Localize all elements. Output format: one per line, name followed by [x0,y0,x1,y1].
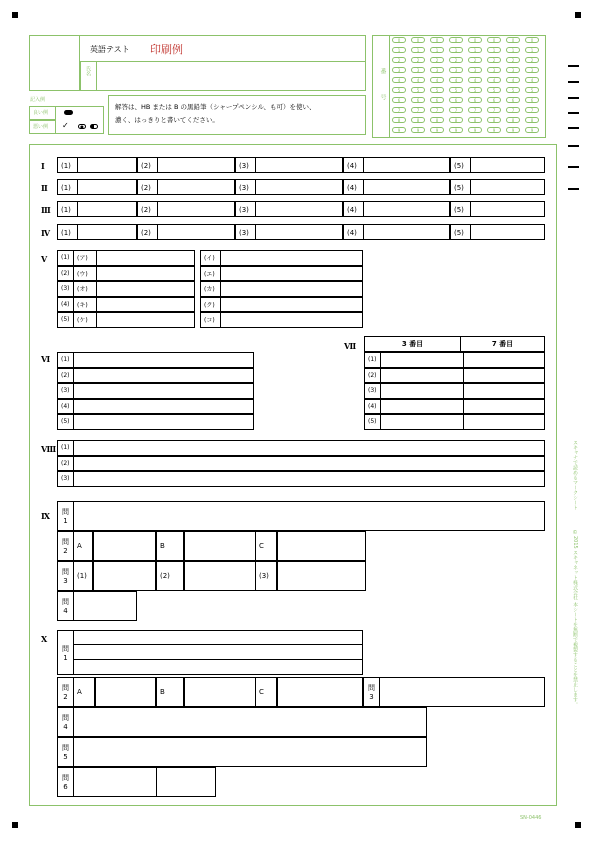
number-bubble[interactable]: 9 [506,127,520,133]
number-bubble[interactable]: 3 [506,67,520,73]
number-bubble[interactable]: 4 [525,77,539,83]
s6-answer-2[interactable] [73,368,254,384]
answer-number: (2) [141,158,158,172]
answer-number: (5) [454,202,471,216]
answer-number: (4) [347,225,364,239]
s10-q2-num: 2 [63,693,68,701]
s10-q1-mon: 問 [62,644,69,653]
student-number-bubbles[interactable] [392,37,544,137]
s9-q3-label [57,561,74,591]
s1-answer-4[interactable] [343,157,450,173]
s5-kana-10[interactable]: (コ) [200,312,363,328]
number-bubble[interactable]: 5 [487,87,501,93]
s5-kana-7[interactable]: (キ) [73,297,195,313]
answer-number: (3) [239,202,256,216]
s4-answer-2[interactable] [137,224,235,240]
s5-kana-3[interactable]: (ウ) [73,266,195,282]
s10-q6-answer-a[interactable] [73,767,157,797]
s9-q3-answer-1[interactable] [184,561,256,591]
s9-q1-answer[interactable] [75,502,544,530]
number-bubble[interactable]: 9 [449,127,463,133]
s10-q2-answer-0[interactable] [95,677,156,707]
number-bubble[interactable]: 2 [430,57,444,63]
answer-number: (1) [61,158,78,172]
timing-mark [568,188,579,190]
s5-divider-b [220,281,221,297]
s6-answer-1[interactable] [73,352,254,368]
s2-answer-2[interactable] [137,179,235,195]
s10-q2-answer-2[interactable] [277,677,363,707]
s10-q3-answer[interactable] [379,677,545,707]
number-bubble[interactable]: 2 [506,57,520,63]
s9-q1-num: 1 [63,517,68,525]
section-4-label: Ⅳ [41,228,51,238]
s5-num-2: (2) [57,266,74,282]
s9-q3-answer-2[interactable] [277,561,366,591]
number-bubble[interactable]: 6 [411,97,425,103]
answer-number: (4) [347,202,364,216]
answer-number: (2) [141,202,158,216]
timing-mark [568,65,579,67]
number-bubble[interactable]: 2 [487,57,501,63]
s3-answer-1[interactable] [57,201,137,217]
s10-q2-label [57,677,74,707]
number-bubble[interactable]: 2 [525,57,539,63]
s1-answer-3[interactable] [235,157,343,173]
s9-q4-answer[interactable] [73,591,137,621]
s9-q2-label-0: A [73,531,93,561]
s9-q3-label-1: (2) [156,561,184,591]
s9-q2-num: 2 [63,547,68,555]
answer-number: (3) [239,225,256,239]
number-bubble[interactable]: 7 [525,107,539,113]
s9-q3-num: 3 [63,577,68,585]
number-bubble[interactable]: 4 [449,77,463,83]
s9-q1-label [57,501,74,531]
s5-kana-6[interactable]: (カ) [200,281,363,297]
s7-header-3rd [364,336,461,352]
number-bubble[interactable]: 2 [468,57,482,63]
s3-answer-5[interactable] [450,201,545,217]
number-bubble[interactable]: 9 [487,127,501,133]
number-bubble[interactable]: 0 [525,37,539,43]
s10-q5-answer[interactable] [73,737,427,767]
s4-answer-3[interactable] [235,224,343,240]
s10-q3-label [363,677,380,707]
s7-num-4: (4) [364,399,381,415]
number-bubble[interactable]: 1 [449,47,463,53]
number-bubble[interactable]: 5 [506,87,520,93]
s8-answer-1[interactable] [73,440,545,456]
instruction-line-2: 濃く、はっきりと書いてください。 [115,116,219,124]
s5-divider-b [220,297,221,313]
section-10-label: Ⅹ [41,634,48,644]
s7-answer-7th-4[interactable] [463,399,545,415]
s1-answer-1[interactable] [57,157,137,173]
s9-q3-label-2: (3) [255,561,277,591]
number-bubble[interactable]: 3 [525,67,539,73]
s9-q1-mon: 問 [62,508,69,516]
section-8-label: Ⅷ [41,444,57,454]
number-bubble[interactable]: 4 [506,77,520,83]
timing-mark [568,145,579,147]
number-bubble[interactable]: 3 [449,67,463,73]
number-bubble[interactable]: 6 [525,97,539,103]
s4-answer-5[interactable] [450,224,545,240]
s7-answer-3rd-5[interactable] [380,414,464,430]
s6-num-1: (1) [57,352,74,368]
number-label-2: 号 [379,94,386,100]
s5-kana-9[interactable]: (ケ) [73,312,195,328]
s10-q1-line-3[interactable] [74,660,363,675]
number-bubble[interactable]: 0 [411,37,425,43]
number-bubble[interactable]: 2 [411,57,425,63]
number-bubble[interactable]: 6 [506,97,520,103]
header-left-blank [29,35,80,91]
s10-q1-line-1[interactable] [74,630,363,645]
fill-example-label: 記入例 [30,97,46,103]
s5-divider-a [96,266,97,282]
s7-answer-7th-1[interactable] [463,352,545,368]
s7-num-3: (3) [364,383,381,399]
number-bubble[interactable]: 1 [468,47,482,53]
number-bubble[interactable]: 5 [430,87,444,93]
number-bubble[interactable]: 0 [392,37,406,43]
number-bubble[interactable]: 5 [411,87,425,93]
s10-q6-mon: 問 [62,774,69,782]
section-3-label: Ⅲ [41,205,51,215]
s10-q4-answer[interactable] [73,707,427,737]
s5-divider-b [220,266,221,282]
number-bubble[interactable]: 7 [487,107,501,113]
s5-divider-a [96,297,97,313]
s10-q6-answer-b[interactable] [156,767,216,797]
answer-number: (2) [141,180,158,194]
s10-q3-num: 3 [369,693,374,701]
number-bubble[interactable]: 6 [430,97,444,103]
number-bubble[interactable]: 1 [430,47,444,53]
s9-q2-label [57,531,74,561]
number-bubble[interactable]: 3 [430,67,444,73]
s10-q1-num: 1 [63,653,68,662]
number-bubble[interactable]: 8 [430,117,444,123]
s7-answer-3rd-3[interactable] [380,383,464,399]
s10-q2-label-0: A [73,677,95,707]
s8-num-1: (1) [57,440,74,456]
s2-answer-1[interactable] [57,179,137,195]
s5-kana-1[interactable]: (ア) [73,250,195,266]
s3-answer-4[interactable] [343,201,450,217]
s9-q2-answer-2[interactable] [277,531,366,561]
s6-num-5: (5) [57,414,74,430]
corner-mark-bl [12,822,18,828]
name-label: 氏名 [85,66,91,76]
number-bubble[interactable]: 4 [411,77,425,83]
s6-num-4: (4) [57,399,74,415]
number-bubble[interactable]: 7 [449,107,463,113]
timing-mark [568,97,579,99]
s10-q6-num: 6 [63,783,68,791]
answer-number: (1) [61,180,78,194]
timing-mark [568,166,579,168]
s6-answer-3[interactable] [73,383,254,399]
s9-q4-mon: 問 [62,598,69,606]
section-1-label: Ⅰ [41,161,45,171]
s5-divider-a [96,250,97,266]
fill-example-bad: 悪い例 [33,124,49,130]
number-bubble[interactable]: 6 [449,97,463,103]
number-bubble[interactable]: 1 [392,47,406,53]
s7-answer-3rd-2[interactable] [380,368,464,384]
s9-q2-answer-1[interactable] [184,531,256,561]
answer-number: (3) [239,180,256,194]
s10-q6-label [57,767,74,797]
number-bubble[interactable]: 9 [411,127,425,133]
number-bubble[interactable]: 6 [487,97,501,103]
s3-answer-3[interactable] [235,201,343,217]
number-bubble[interactable]: 1 [506,47,520,53]
s2-answer-4[interactable] [343,179,450,195]
s7-header-3rd-text: 3 番目 [401,340,424,348]
number-bubble[interactable]: 1 [411,47,425,53]
answer-number: (4) [347,180,364,194]
number-bubble[interactable]: 3 [468,67,482,73]
answer-number: (5) [454,180,471,194]
number-bubble[interactable]: 7 [411,107,425,113]
s5-kana-4[interactable]: (エ) [200,266,363,282]
number-bubble[interactable]: 8 [487,117,501,123]
s4-answer-4[interactable] [343,224,450,240]
number-bubble[interactable]: 7 [468,107,482,113]
instruction-line-1: 解答は、HB または B の黒鉛筆（シャープペンシル、も可）を使い、 [115,103,316,111]
s10-q4-label [57,707,74,737]
checkmark-icon: ✓ [62,121,69,130]
number-bubble[interactable]: 0 [506,37,520,43]
s9-q4-label [57,591,74,621]
print-sample-stamp: 印刷例 [150,43,183,56]
number-bubble[interactable]: 4 [392,77,406,83]
side-text-bottom: ©2015 スキャネット株式会社 本シートを無断で複製することを禁止します。 [572,530,578,707]
s7-answer-3rd-4[interactable] [380,399,464,415]
s7-answer-7th-2[interactable] [463,368,545,384]
number-bubble[interactable]: 5 [392,87,406,93]
number-bubble[interactable]: 3 [487,67,501,73]
s10-q4-mon: 問 [62,714,69,722]
number-bubble[interactable]: 0 [449,37,463,43]
s2-answer-3[interactable] [235,179,343,195]
s10-q2-mon: 問 [62,684,69,692]
number-bubble[interactable]: 4 [430,77,444,83]
number-bubble[interactable]: 4 [487,77,501,83]
answer-number: (2) [141,225,158,239]
s10-q4-num: 4 [63,723,68,731]
s5-num-4: (4) [57,297,74,313]
s6-answer-4[interactable] [73,399,254,415]
timing-mark [568,127,579,129]
number-bubble[interactable]: 9 [468,127,482,133]
s8-answer-3[interactable] [73,471,545,487]
timing-mark [568,112,579,114]
s10-q3-mon: 問 [368,684,375,692]
fill-example-good: 良い例 [33,110,49,116]
number-bubble[interactable]: 8 [411,117,425,123]
s9-q2-label-2: C [255,531,277,561]
answer-number: (1) [61,202,78,216]
number-bubble[interactable]: 8 [468,117,482,123]
s6-num-3: (3) [57,383,74,399]
number-bubble[interactable]: 5 [525,87,539,93]
s2-answer-5[interactable] [450,179,545,195]
student-number-label-cell [372,35,390,138]
s7-header-7th [460,336,545,352]
number-bubble[interactable]: 0 [430,37,444,43]
s8-num-3: (3) [57,471,74,487]
number-bubble[interactable]: 3 [411,67,425,73]
s5-kana-8[interactable]: (ク) [200,297,363,313]
s1-answer-2[interactable] [137,157,235,173]
answer-number: (3) [239,158,256,172]
number-bubble[interactable]: 6 [468,97,482,103]
s9-q3-mon: 問 [62,568,69,576]
number-bubble[interactable]: 0 [487,37,501,43]
number-bubble[interactable]: 7 [506,107,520,113]
s10-q2-label-2: C [255,677,277,707]
number-bubble[interactable]: 0 [468,37,482,43]
number-bubble[interactable]: 1 [525,47,539,53]
number-bubble[interactable]: 3 [392,67,406,73]
name-field[interactable] [98,62,364,90]
s7-answer-7th-3[interactable] [463,383,545,399]
s10-q5-label [57,737,74,767]
s5-num-1: (1) [57,250,74,266]
section-7-label: Ⅶ [344,341,357,351]
side-text-top: スキャナで読めるマークシート [572,440,578,510]
s6-num-2: (2) [57,368,74,384]
answer-number: (5) [454,225,471,239]
number-bubble[interactable]: 2 [392,57,406,63]
number-bubble[interactable]: 8 [506,117,520,123]
number-bubble[interactable]: 8 [449,117,463,123]
s1-answer-5[interactable] [450,157,545,173]
footer-code: SN-0446 [520,815,542,821]
number-bubble[interactable]: 7 [392,107,406,113]
s7-answer-3rd-1[interactable] [380,352,464,368]
number-bubble[interactable]: 8 [525,117,539,123]
s9-q2-mon: 問 [62,538,69,546]
s8-answer-2[interactable] [73,456,545,472]
s8-num-2: (2) [57,456,74,472]
s5-divider-a [96,281,97,297]
s7-num-1: (1) [364,352,381,368]
s5-num-5: (5) [57,312,74,328]
s10-q5-num: 5 [63,753,68,761]
s10-q2-label-1: B [156,677,184,707]
answer-number: (4) [347,158,364,172]
number-label-1: 番 [379,68,386,74]
section-6-label: Ⅵ [41,354,51,364]
number-bubble[interactable]: 1 [487,47,501,53]
timing-mark [568,81,579,83]
s7-header-7th-text: 7 番目 [491,340,514,348]
corner-mark-br [575,822,581,828]
number-bubble[interactable]: 7 [430,107,444,113]
s6-answer-5[interactable] [73,414,254,430]
s9-q3-label-0: (1) [73,561,93,591]
s9-q2-answer-0[interactable] [93,531,156,561]
s9-q4-num: 4 [63,607,68,615]
answer-number: (1) [61,225,78,239]
s5-divider-b [220,250,221,266]
number-bubble[interactable]: 2 [449,57,463,63]
partial-bubble-icon [90,124,98,129]
s5-kana-5[interactable]: (オ) [73,281,195,297]
s10-q1-label [57,630,74,675]
s7-answer-7th-5[interactable] [463,414,545,430]
number-bubble[interactable]: 9 [525,127,539,133]
s9-q2-label-1: B [156,531,184,561]
s5-num-3: (3) [57,281,74,297]
dot-bubble-icon: ● [78,124,86,129]
corner-mark-tl [12,12,18,18]
s3-answer-2[interactable] [137,201,235,217]
s5-divider-b [220,312,221,328]
number-bubble[interactable]: 5 [449,87,463,93]
s9-q3-answer-0[interactable] [93,561,156,591]
filled-bubble-icon [64,110,73,115]
test-title: 英語テスト [90,45,130,54]
section-9-label: Ⅸ [41,511,51,521]
answer-number: (5) [454,158,471,172]
number-bubble[interactable]: 4 [468,77,482,83]
s10-q1-line-2[interactable] [74,645,363,660]
s5-divider-a [96,312,97,328]
corner-mark-tr [575,12,581,18]
number-bubble[interactable]: 9 [430,127,444,133]
number-bubble[interactable]: 8 [392,117,406,123]
s5-kana-2[interactable]: (イ) [200,250,363,266]
section-5-label: Ⅴ [41,254,48,264]
number-bubble[interactable]: 5 [468,87,482,93]
s4-answer-1[interactable] [57,224,137,240]
s7-num-2: (2) [364,368,381,384]
s10-q2-answer-1[interactable] [184,677,256,707]
s10-q5-mon: 問 [62,744,69,752]
number-bubble[interactable]: 9 [392,127,406,133]
section-2-label: Ⅱ [41,183,48,193]
s7-num-5: (5) [364,414,381,430]
number-bubble[interactable]: 6 [392,97,406,103]
